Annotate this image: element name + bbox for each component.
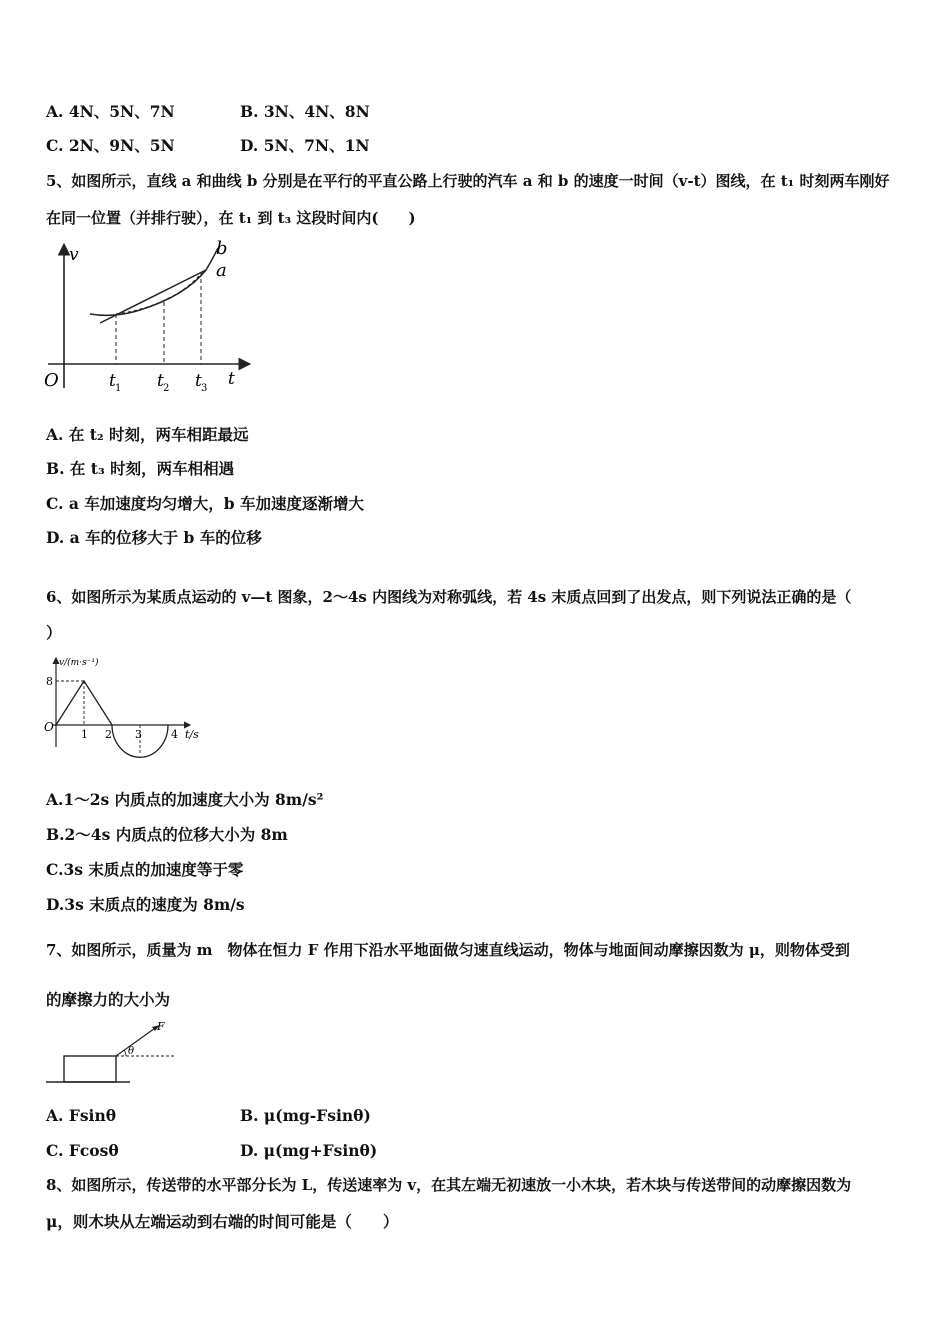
q5-b-label: b <box>216 238 228 259</box>
q5-stem-line1: 5、如图所示，直线 a 和曲线 b 分别是在平行的平直公路上行驶的汽车 a 和 b 的速度一时间（v-t）图线，在 t₁ 时刻两车刚好 <box>46 172 890 190</box>
q7-stem-line2: 的摩擦力的大小为 <box>46 990 171 1009</box>
q6-x-tick-1: 1 <box>81 728 88 741</box>
q6-stem-line2: ） <box>46 623 62 642</box>
q5-option-c: C. a 车加速度均匀增大，b 车加速度逐渐增大 <box>46 494 365 513</box>
q7-option-a: A. Fsinθ <box>46 1106 117 1125</box>
q6-y-label: v/(m·s⁻¹) <box>59 658 99 668</box>
q7-option-b: B. μ(mg-Fsinθ) <box>240 1106 371 1125</box>
q5-origin-label: O <box>44 370 59 391</box>
q5-option-b: B. 在 t₃ 时刻，两车相相遇 <box>46 459 235 478</box>
q7-force-arrow <box>116 1026 158 1056</box>
q7-angle-arc <box>124 1050 126 1056</box>
q6-option-a: A.1～2s 内质点的加速度大小为 8m/s² <box>46 790 324 809</box>
q8-stem-line1: 8、如图所示，传送带的水平部分长为 L，传送速率为 v，在其左端无初速放一小木块，若木块与传送带间的动摩擦因数为 <box>46 1176 852 1194</box>
q6-option-c: C.3s 末质点的加速度等于零 <box>46 860 244 879</box>
q5-option-a: A. 在 t₂ 时刻，两车相距最远 <box>46 425 249 444</box>
q5-t3-label: t <box>195 371 202 391</box>
q7-angle-label: θ <box>128 1046 135 1057</box>
q5-t1-label: t <box>109 371 116 391</box>
q5-option-d: D. a 车的位移大于 b 车的位移 <box>46 528 262 547</box>
q6-x-tick-4: 4 <box>171 728 178 741</box>
q7-option-c: C. Fcosθ <box>46 1141 119 1160</box>
q7-force-diagram <box>44 1018 184 1088</box>
q7-block <box>64 1056 116 1082</box>
q6-x-tick-2: 2 <box>105 728 112 741</box>
q5-t2-label: t <box>157 371 164 391</box>
q4-option-c: C. 2N、9N、5N <box>46 136 175 155</box>
q4-option-d: D. 5N、7N、1N <box>240 136 370 155</box>
q5-t1-sub: 1 <box>115 383 122 394</box>
q5-x-label: t <box>228 369 235 389</box>
q8-stem-line2: μ，则木块从左端运动到右端的时间可能是（ ） <box>46 1212 399 1231</box>
q5-stem-line2: 在同一位置（并排行驶），在 t₁ 到 t₃ 这段时间内( ) <box>46 209 416 227</box>
q5-a-label: a <box>216 260 227 281</box>
q4-option-a: A. 4N、5N、7N <box>46 102 175 121</box>
q5-t2-sub: 2 <box>163 383 170 394</box>
q6-stem-line1: 6、如图所示为某质点运动的 v—t 图象，2～4s 内图线为对称弧线，若 4s 末质点回到了出发点，则下列说法正确的是（ <box>46 588 852 606</box>
q6-option-b: B.2～4s 内质点的位移大小为 8m <box>46 825 288 844</box>
q6-origin-label: O <box>44 720 54 734</box>
q5-y-label: v <box>69 245 79 265</box>
q6-vt-graph <box>42 652 212 762</box>
q5-curve-b <box>90 248 218 315</box>
q6-x-label: t/s <box>185 728 199 741</box>
q7-option-d: D. μ(mg+Fsinθ) <box>240 1141 378 1160</box>
q5-vt-graph <box>40 238 255 398</box>
q4-option-b: B. 3N、4N、8N <box>240 102 370 121</box>
q6-option-d: D.3s 末质点的速度为 8m/s <box>46 895 245 914</box>
q6-x-tick-3: 3 <box>135 728 142 741</box>
q6-y-tick-8: 8 <box>46 675 53 688</box>
q5-t3-sub: 3 <box>201 383 208 394</box>
q7-stem-line1: 7、如图所示，质量为 m 物体在恒力 F 作用下沿水平地面做匀速直线运动，物体与地面间动摩擦因数为 μ，则物体受到 <box>46 941 850 959</box>
q7-force-label: F <box>157 1020 165 1033</box>
